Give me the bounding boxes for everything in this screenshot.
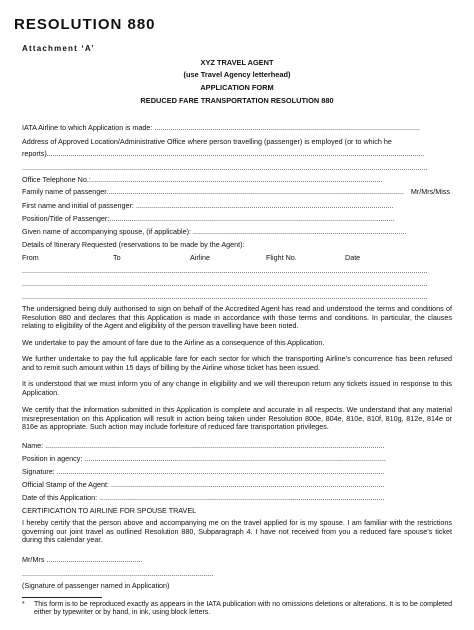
iata-airline-field[interactable]: IATA Airline to which Application is made: ..................................................................................................................................... xyxy=(22,123,420,132)
itinerary-row[interactable]: ........................................................................................................................................................................................................... xyxy=(22,279,428,288)
family-name-field[interactable] xyxy=(22,187,450,196)
passenger-signature-line[interactable]: ................................................................................................ xyxy=(22,569,214,578)
attachment-label: Attachment ‘A’ xyxy=(22,44,95,53)
first-name-field[interactable]: First name and initial of passenger: ................................................................................................................................. xyxy=(22,201,394,210)
spouse-cert-heading: CERTIFICATION TO AIRLINE FOR SPOUSE TRAVEL xyxy=(22,506,197,515)
spouse-cert-paragraph: I hereby certify that the person above and accompanying me on the travel applied for is my spouse. I am familiar with the restrictions governing our joint travel as outlined Resolution 880, Subparagraph 4. I have not received from you a reduced fare spouse’s ticket during this calendar year. xyxy=(22,518,452,545)
form-subtitle: REDUCED FARE TRANSPORTATION RESOLUTION 880 xyxy=(140,96,334,105)
itinerary-col-from: From xyxy=(22,253,39,262)
passenger-signature-caption: (Signature of passenger named in Application) xyxy=(22,581,170,590)
address-field-line-2[interactable]: reports)............................................................................................................................................................................................. xyxy=(22,149,425,158)
itinerary-label: Details of Itinerary Requested (reservations to be made by the Agent): xyxy=(22,240,245,249)
signer-position-field[interactable]: Position in agency: ....................................................................................................................................................... xyxy=(22,454,386,463)
application-date-field[interactable]: Date of this Application: ............................................................................................................................................... xyxy=(22,493,385,502)
title-options: Mr/Mrs/Miss xyxy=(410,187,450,196)
itinerary-col-date: Date xyxy=(345,253,361,262)
itinerary-row[interactable]: ........................................................................................................................................................................................................... xyxy=(22,292,428,301)
itinerary-col-to: To xyxy=(113,253,121,262)
spouse-name-field[interactable]: Given name of accompanying spouse, (if applicable): ........................................................................................................... xyxy=(22,227,407,236)
footnote-divider xyxy=(22,597,102,598)
mr-mrs-field[interactable]: Mr/Mrs ................................................ xyxy=(22,555,143,564)
itinerary-col-airline: Airline xyxy=(190,253,210,262)
pay-amount-paragraph: We undertake to pay the amount of fare due to the Airline as a consequence of this Application. xyxy=(22,338,325,347)
family-name-label: Family name of passenger..................................................................................................................................................... xyxy=(22,187,404,196)
undersigned-paragraph: The undersigned being duly authorised to sign on behalf of the Accredited Agent has read and understood the terms and conditions of Resolution 880 and declares that this Application is made in accordance with those terms and conditions. In particular, the clauses relating to eligibility of the Agent and eligibility of the person travelling have been noted. xyxy=(22,304,452,331)
itinerary-row[interactable]: ........................................................................................................................................................................................................... xyxy=(22,266,428,275)
signer-name-field[interactable]: Name: .......................................................................................................................................................................... xyxy=(22,441,385,450)
itinerary-col-flight: Flight No. xyxy=(266,253,297,262)
signature-field[interactable]: Signature: .................................................................................................................................................................... xyxy=(22,467,385,476)
certify-paragraph: We certify that the information submitted in this Application is complete and accurate in all respects. We understand that any material misrepresentation on this Application will result in action being taken under Resolution 800e, 804e, 810e, 810f, 810g, 812e, 814e or 816e as appropriate. Such action may include forfeiture of reduced fare transportation privileges. xyxy=(22,405,452,432)
agent-name: XYZ TRAVEL AGENT xyxy=(200,58,274,67)
address-field-line-3[interactable]: ........................................................................................................................................................................................................... xyxy=(22,163,428,172)
footnote-text: This form is to be reproduced exactly as appears in the IATA publication with no omissions deletions or alterations. It is to be completed either by typewriter or by hand, in ink, using block letters. xyxy=(34,601,453,617)
address-field-line-1: Address of Approved Location/Administrative Office where person travelling (passenger) is employed (or to which he xyxy=(22,137,392,146)
agent-stamp-field[interactable]: Official Stamp of the Agent: ......................................................................................................................................... xyxy=(22,480,385,489)
position-field[interactable]: Position/Title of Passenger:............................................................................................................................................... xyxy=(22,214,395,223)
full-fare-paragraph: We further undertake to pay the full applicable fare for each sector for which the transporting Airline’s concurrence has been refused and to remit such amount within 15 days of billing by the Airline whose ticket has been issued. xyxy=(22,354,452,372)
letterhead-note: (use Travel Agency letterhead) xyxy=(183,70,291,79)
document-title: RESOLUTION 880 xyxy=(14,16,156,33)
footnote-marker: * xyxy=(22,601,25,608)
inform-paragraph: It is understood that we must inform you of any change in eligibility and we will thereupon return any tickets issued in response to this Application. xyxy=(22,379,452,397)
form-name: APPLICATION FORM xyxy=(200,83,274,92)
office-phone-field[interactable]: Office Telephone No.:.................................................................................................................................................. xyxy=(22,175,383,184)
